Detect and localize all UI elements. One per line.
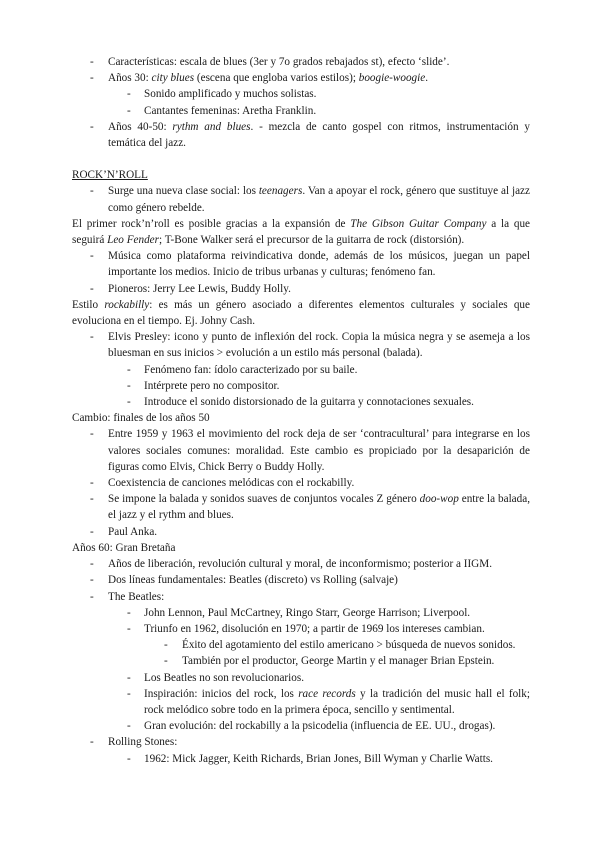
list-item	[72, 86, 530, 102]
paragraph-gap	[72, 151, 530, 167]
bullet-dash: -	[164, 655, 168, 668]
bullet-dash: -	[90, 282, 94, 295]
paragraph-emphasis: rockabilly	[104, 298, 150, 311]
item-text: Coexistencia de canciones melódicas con el rockabilly.	[108, 477, 355, 490]
bullet-dash: -	[127, 752, 131, 765]
section-heading: ROCK’N’ROLL	[72, 169, 148, 182]
list-item	[72, 605, 530, 621]
list-item	[72, 524, 530, 540]
item-text: Surge una nueva clase social: los	[108, 185, 259, 198]
item-text: Rolling Stones:	[108, 736, 178, 749]
list-item	[72, 751, 530, 767]
bullet-dash: -	[90, 590, 94, 603]
paragraph-emphasis: Leo Fender	[107, 234, 159, 247]
item-text: Intérprete pero no compositor.	[144, 379, 280, 392]
list-item	[72, 103, 530, 119]
bullet-dash: -	[90, 477, 94, 490]
bullet-dash: -	[90, 250, 94, 263]
paragraph	[72, 216, 530, 248]
bullet-dash: -	[127, 379, 131, 392]
bullet-dash: -	[90, 428, 94, 441]
item-text: Cantantes femeninas: Aretha Franklin.	[144, 104, 317, 117]
item-emphasis: doo-wop	[419, 493, 459, 506]
paragraph-text: : es más un género asociado a diferentes elementos culturales y sociales que evoluciona en el tiempo. Ej. Johny Cash.	[72, 298, 530, 328]
item-emphasis: city blues	[151, 72, 195, 85]
item-text: John Lennon, Paul McCartney, Ringo Starr, George Harrison; Liverpool.	[144, 606, 471, 619]
item-text: The Beatles:	[108, 590, 165, 603]
paragraph-text: Estilo	[72, 298, 105, 311]
bullet-dash: -	[90, 493, 94, 506]
list-item	[72, 394, 530, 410]
item-text: (escena que engloba varios estilos);	[194, 72, 359, 85]
item-text: Música como plataforma reivindicativa donde, además de los músicos, juegan un papel importante los medios. Inicio de tribus urbanas y culturas; fenómeno fan.	[108, 250, 530, 279]
bullet-dash: -	[127, 720, 131, 733]
bullet-dash: -	[127, 622, 131, 635]
list-item	[72, 281, 530, 297]
list-item	[72, 589, 530, 605]
bullet-dash: -	[90, 331, 94, 344]
item-text: entre la balada, el jazz y el rythm and blues.	[108, 493, 530, 522]
item-text: Elvis Presley: icono y punto de inflexión del rock. Copia la música negra y se asemeja a los bluesman en sus inicios > evolución a un estilo más personal (balada).	[108, 331, 530, 360]
item-text: Gran evolución: del rockabilly a la psicodelia (influencia de EE. UU., drogas).	[144, 720, 496, 733]
item-text: Años 30:	[108, 72, 152, 85]
item-text: Sonido amplificado y muchos solistas.	[144, 88, 317, 101]
bullet-dash: -	[127, 104, 131, 117]
item-text: 1962: Mick Jagger, Keith Richards, Brian Jones, Bill Wyman y Charlie Watts.	[144, 752, 493, 765]
list-item	[72, 556, 530, 572]
item-text: y la tradición del music hall el folk; rock melódico sobre todo en la primera época, sencillo y sentimental.	[144, 687, 530, 716]
list-item	[72, 572, 530, 588]
bullet-dash: -	[127, 687, 131, 700]
bullet-dash: -	[90, 558, 94, 571]
list-item	[72, 718, 530, 734]
bullet-dash: -	[90, 736, 94, 749]
paragraph-text: ; T-Bone Walker será el precursor de la guitarra de rock (distorsión).	[159, 234, 465, 247]
item-text: Éxito del agotamiento del estilo americano > búsqueda de nuevos sonidos.	[182, 639, 516, 652]
list-item	[72, 621, 530, 637]
list-item	[72, 54, 530, 70]
bullet-dash: -	[90, 72, 94, 85]
bullet-dash: -	[90, 525, 94, 538]
paragraph	[72, 297, 530, 329]
bullet-dash: -	[164, 639, 168, 652]
paragraph-text: El primer rock’n’roll es posible gracias a la expansión de	[72, 217, 351, 230]
item-text: Dos líneas fundamentales: Beatles (discreto) vs Rolling (salvaje)	[108, 574, 398, 587]
bullet-dash: -	[127, 671, 131, 684]
list-item	[72, 653, 530, 669]
list-item	[72, 183, 530, 215]
item-text: . Van a apoyar el rock, género que sustituye al jazz como género rebelde.	[108, 185, 530, 214]
list-item	[72, 686, 530, 718]
paragraph: Cambio: finales de los años 50	[72, 412, 210, 425]
item-text: Se impone la balada y sonidos suaves de conjuntos vocales Z género	[108, 493, 420, 506]
list-item	[72, 362, 530, 378]
item-emphasis: boogie-woogie	[358, 72, 426, 85]
list-item	[72, 734, 530, 750]
bullet-dash: -	[90, 574, 94, 587]
bullet-dash: -	[127, 363, 131, 376]
item-text: Características: escala de blues (3er y 7o grados rebajados st), efecto ‘slide’.	[108, 56, 450, 68]
item-text: Inspiración: inicios del rock, los	[144, 687, 299, 700]
list-item	[72, 119, 530, 151]
item-text: Entre 1959 y 1963 el movimiento del rock deja de ser ‘contracultural’ para integrarse en los valores sociales comunes: moralidad. Este cambio es propiciado por la desaparición de figuras como Elvis, Chick Berry o Buddy Holly.	[108, 428, 530, 473]
item-text: Pioneros: Jerry Lee Lewis, Buddy Holly.	[108, 282, 291, 295]
paragraph-emphasis: The Gibson Guitar Company	[350, 217, 487, 230]
item-text: . - mezcla de canto gospel con ritmos, instrumentación y temática del jazz.	[108, 120, 530, 150]
bullet-dash: -	[90, 120, 94, 133]
item-emphasis: race records	[298, 687, 356, 700]
list-item	[72, 426, 530, 475]
item-text: Fenómeno fan: ídolo caracterizado por su baile.	[144, 363, 358, 376]
item-text: Introduce el sonido distorsionado de la guitarra y connotaciones sexuales.	[144, 396, 474, 409]
list-item	[72, 637, 530, 653]
list-item	[72, 248, 530, 280]
item-text: Años de liberación, revolución cultural y moral, de inconformismo; posterior a IIGM.	[108, 558, 493, 571]
bullet-dash: -	[127, 396, 131, 409]
item-text: .	[425, 72, 429, 85]
list-item	[72, 329, 530, 361]
bullet-dash: -	[127, 606, 131, 619]
item-text: Los Beatles no son revolucionarios.	[144, 671, 305, 684]
item-text: Años 40-50:	[108, 120, 173, 133]
item-text: También por el productor, George Martin y el manager Brian Epstein.	[182, 655, 495, 668]
bullet-dash: -	[127, 88, 131, 101]
list-item	[72, 491, 530, 523]
paragraph-text: a la que seguirá	[72, 217, 530, 247]
item-text: Paul Anka.	[108, 525, 158, 538]
list-item	[72, 475, 530, 491]
item-emphasis: teenagers	[258, 185, 303, 198]
list-item	[72, 670, 530, 686]
bullet-dash: -	[90, 56, 94, 68]
item-emphasis: rythm and blues	[172, 120, 251, 133]
paragraph: Años 60: Gran Bretaña	[72, 541, 176, 554]
list-item	[72, 378, 530, 394]
list-item	[72, 70, 530, 86]
item-text: Triunfo en 1962, disolución en 1970; a partir de 1969 los intereses cambian.	[144, 622, 485, 635]
bullet-dash: -	[90, 185, 94, 198]
